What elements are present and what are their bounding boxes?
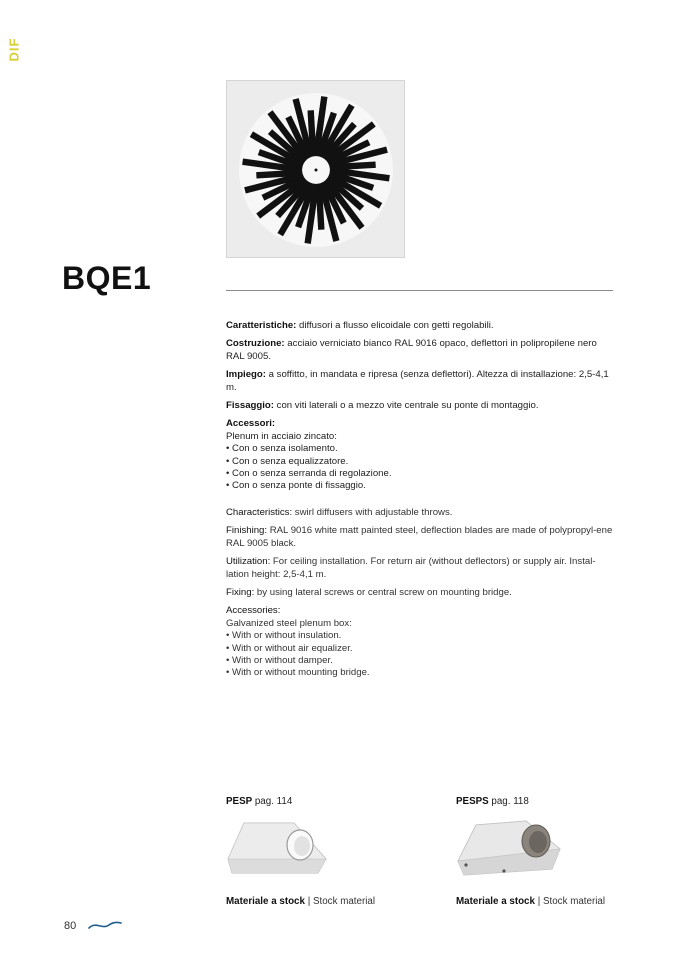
stock-en: Stock material [542,896,606,907]
en-fixing [226,587,613,599]
list-item: • Con o senza isolamento. [226,443,338,455]
en-accessories [226,605,613,679]
it-caratteristiche [226,320,613,332]
section-tag [3,32,25,66]
list-item: • With or without mounting bridge. [226,667,370,679]
accessori-list [226,443,613,493]
label: Characteristics: [226,506,293,518]
list-item: • Con o senza serranda di regolazione. [226,468,392,480]
text: a soffitto, in mandata e ripresa (senza deflettori). Altezza di installazione: 2,5-4,1 m. [226,369,609,393]
en-finishing [226,525,613,550]
intro: Galvanized steel plenum box: [226,617,352,629]
text: diffusori a flusso elicoidale con getti regolabili. [296,320,494,331]
title-divider [226,290,613,291]
list-item: • With or without damper. [226,654,333,666]
it-fissaggio [226,400,613,412]
accessory-card-pesps [456,796,626,907]
it-accessori [226,418,613,492]
list-item: • With or without air equalizer. [226,642,353,654]
accessory-card-pesp [226,796,396,907]
intro: Plenum in acciaio zincato: [226,430,337,442]
brand-wave-icon [88,918,122,932]
accessory-reference [456,796,626,807]
list-item: • Con o senza equalizzatore. [226,455,349,467]
it-costruzione [226,338,613,363]
label: Costruzione: [226,338,285,350]
stock-en: Stock material [312,896,376,907]
text: acciaio verniciato bianco RAL 9016 opaco, deflettori in polipropilene nero RAL 9005. [226,338,597,362]
label: Fixing: [226,586,255,598]
plenum-box-insulated-image [456,819,566,877]
label: Impiego: [226,369,266,381]
plenum-box-image [226,819,336,877]
text: con viti laterali o a mezzo vite centrale su ponte di montaggio. [273,400,539,412]
accessory-reference [226,796,396,807]
product-title: BQE1 [62,260,152,296]
text: RAL 9016 white matt painted steel, deflection blades are made of polypropyl-ene RAL 9005 black. [226,525,613,549]
text: by using lateral screws or central screw on mounting bridge. [254,586,512,598]
label: Accessories: [226,605,281,617]
stock-it: Materiale a stock [456,896,535,907]
stock-info [456,896,626,907]
english-block [226,507,613,680]
stock-separator: | [534,896,543,907]
accessory-code: PESPS [456,796,489,807]
stock-info [226,896,396,907]
page-number: 80 [64,920,77,932]
swirl-diffuser-illustration [235,89,397,251]
label: Caratteristiche: [226,320,297,331]
en-characteristics [226,507,613,519]
list-item: • With or without insulation. [226,630,342,642]
list-item: • Con o senza ponte di fissaggio. [226,480,366,492]
section-tag-label: DIF [6,37,22,61]
diffuser-center-screw [315,169,318,172]
it-impiego [226,369,613,394]
accessory-code: PESP [226,796,253,807]
accessory-page: pag. 114 [252,796,293,807]
text: swirl diffusers with adjustable throws. [292,506,453,518]
product-image-diffuser [226,80,405,258]
label: Accessori: [226,418,276,430]
accessory-page: pag. 118 [488,796,529,807]
stock-it: Materiale a stock [226,896,305,907]
label: Fissaggio: [226,400,274,412]
stock-separator: | [304,896,313,907]
en-utilization [226,556,613,581]
description-block [226,320,613,680]
label: Finishing: [226,525,268,537]
label: Utilization: [226,556,271,568]
accessories-list [226,630,613,680]
text: For ceiling installation. For return air (without deflectors) or supply air. Instal-lation height: 2,5-4,1 m. [226,556,596,580]
